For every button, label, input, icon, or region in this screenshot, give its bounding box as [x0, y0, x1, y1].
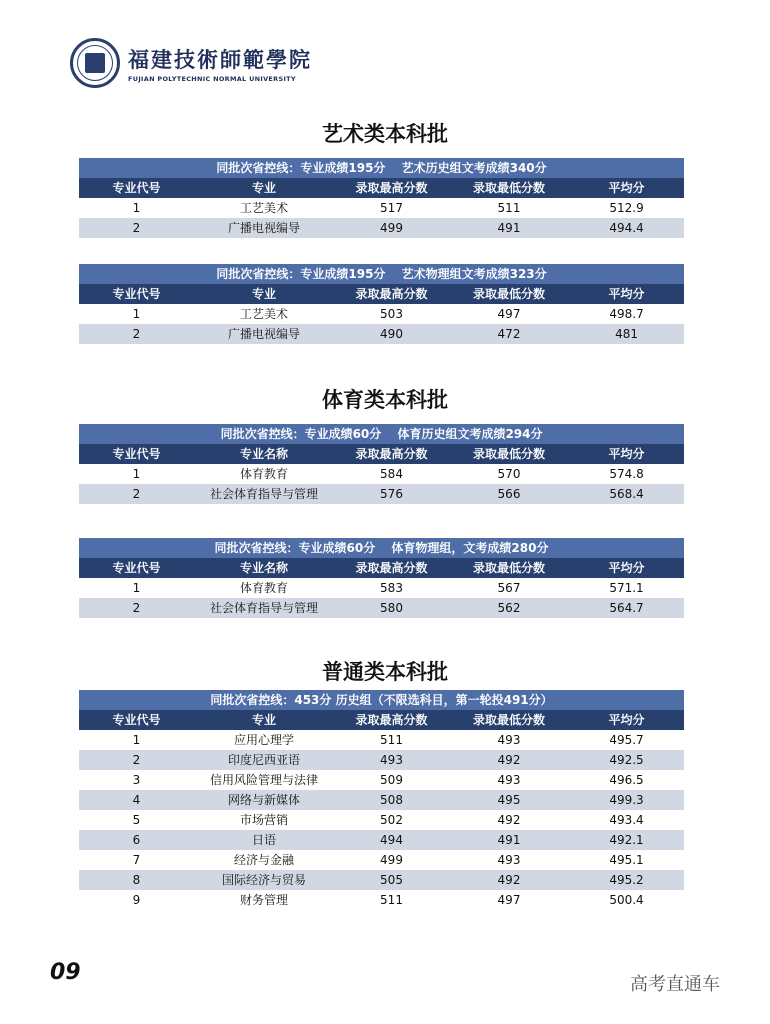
table-cell: 体育教育	[194, 578, 334, 598]
table-cell: 576	[334, 484, 449, 504]
section-title-general: 普通类本科批	[322, 660, 448, 684]
table-cell: 493	[449, 730, 569, 750]
table-cell: 497	[449, 304, 569, 324]
table-cell: 494.4	[569, 218, 684, 238]
table-cell: 5	[79, 810, 194, 830]
table-row	[79, 218, 684, 238]
table-cell: 568.4	[569, 484, 684, 504]
table-cell: 财务管理	[194, 890, 334, 910]
table-cell: 市场营销	[194, 810, 334, 830]
column-header: 录取最高分数	[334, 444, 449, 464]
column-header: 平均分	[569, 284, 684, 304]
table-cell: 508	[334, 790, 449, 810]
table-cell: 490	[334, 324, 449, 344]
table-cell: 国际经济与贸易	[194, 870, 334, 890]
table-cell: 492.1	[569, 830, 684, 850]
table-cell: 512.9	[569, 198, 684, 218]
column-header: 平均分	[569, 710, 684, 730]
table-cell: 499	[334, 850, 449, 870]
table-cell: 6	[79, 830, 194, 850]
table-cell: 1	[79, 578, 194, 598]
column-header: 专业名称	[194, 444, 334, 464]
table-cell: 1	[79, 304, 194, 324]
column-header: 平均分	[569, 558, 684, 578]
table-row	[79, 484, 684, 504]
table-cell: 583	[334, 578, 449, 598]
table-cell: 信用风险管理与法律	[194, 770, 334, 790]
table-cell: 8	[79, 870, 194, 890]
column-header: 专业	[194, 178, 334, 198]
table-cell: 广播电视编导	[194, 218, 334, 238]
table-cell: 应用心理学	[194, 730, 334, 750]
table-cell: 511	[334, 890, 449, 910]
table-cell: 2	[79, 324, 194, 344]
school-name-en: FUJIAN POLYTECHNIC NORMAL UNIVERSITY	[128, 74, 296, 83]
table-cell: 492	[449, 810, 569, 830]
table-cell: 491	[449, 218, 569, 238]
column-header: 录取最低分数	[449, 178, 569, 198]
table-cell: 1	[79, 464, 194, 484]
table-cell: 社会体育指导与管理	[194, 598, 334, 618]
table-cell: 网络与新媒体	[194, 790, 334, 810]
table-cell: 511	[449, 198, 569, 218]
table-cell: 571.1	[569, 578, 684, 598]
table-cell: 2	[79, 218, 194, 238]
column-header: 录取最高分数	[334, 178, 449, 198]
table-row	[79, 830, 684, 850]
table-row	[79, 770, 684, 790]
column-header: 专业代号	[79, 558, 194, 578]
table-cell: 502	[334, 810, 449, 830]
table-cell: 570	[449, 464, 569, 484]
table-cell: 工艺美术	[194, 198, 334, 218]
column-header: 专业名称	[194, 558, 334, 578]
table-cell: 566	[449, 484, 569, 504]
page-number: 09	[50, 960, 81, 985]
column-header: 平均分	[569, 444, 684, 464]
table-banner: 同批次省控线：专业成绩60分 体育历史组文考成绩294分	[79, 424, 684, 444]
table-cell: 3	[79, 770, 194, 790]
table-row	[79, 598, 684, 618]
table-cell: 564.7	[569, 598, 684, 618]
column-header: 录取最低分数	[449, 710, 569, 730]
table-cell: 499.3	[569, 790, 684, 810]
watermark-text: 高考直通车	[630, 974, 720, 995]
table-cell: 495	[449, 790, 569, 810]
table-cell: 562	[449, 598, 569, 618]
table-banner: 同批次省控线：专业成绩195分 艺术物理组文考成绩323分	[79, 264, 684, 284]
table-cell: 499	[334, 218, 449, 238]
school-name-cn: 福建技術師範學院	[128, 46, 312, 72]
score-table-pe-physics	[79, 538, 684, 618]
table-cell: 574.8	[569, 464, 684, 484]
table-cell: 497	[449, 890, 569, 910]
table-cell: 广播电视编导	[194, 324, 334, 344]
table-row	[79, 850, 684, 870]
column-header: 专业	[194, 710, 334, 730]
table-cell: 493	[449, 850, 569, 870]
table-cell: 495.2	[569, 870, 684, 890]
table-banner: 同批次省控线：453分 历史组（不限选科目，第一轮投491分）	[79, 690, 684, 710]
table-cell: 580	[334, 598, 449, 618]
score-table-art-history	[79, 158, 684, 238]
table-cell: 体育教育	[194, 464, 334, 484]
table-cell: 2	[79, 598, 194, 618]
section-title-art: 艺术类本科批	[322, 122, 448, 146]
table-row	[79, 750, 684, 770]
table-cell: 9	[79, 890, 194, 910]
table-cell: 494	[334, 830, 449, 850]
table-cell: 495.1	[569, 850, 684, 870]
table-cell: 496.5	[569, 770, 684, 790]
table-row	[79, 304, 684, 324]
table-row	[79, 464, 684, 484]
table-cell: 7	[79, 850, 194, 870]
table-cell: 511	[334, 730, 449, 750]
table-row	[79, 198, 684, 218]
column-header: 录取最低分数	[449, 444, 569, 464]
column-header: 录取最低分数	[449, 284, 569, 304]
table-row	[79, 578, 684, 598]
column-header: 录取最高分数	[334, 284, 449, 304]
table-cell: 498.7	[569, 304, 684, 324]
table-cell: 491	[449, 830, 569, 850]
table-cell: 472	[449, 324, 569, 344]
table-banner: 同批次省控线：专业成绩195分 艺术历史组文考成绩340分	[79, 158, 684, 178]
table-cell: 日语	[194, 830, 334, 850]
table-row	[79, 730, 684, 750]
table-cell: 503	[334, 304, 449, 324]
table-cell: 481	[569, 324, 684, 344]
table-cell: 1	[79, 730, 194, 750]
table-cell: 493	[334, 750, 449, 770]
table-banner: 同批次省控线：专业成绩60分 体育物理组，文考成绩280分	[79, 538, 684, 558]
column-header: 录取最低分数	[449, 558, 569, 578]
column-header: 专业	[194, 284, 334, 304]
school-seal-icon	[70, 38, 120, 88]
school-logo	[70, 38, 312, 88]
table-cell: 经济与金融	[194, 850, 334, 870]
table-cell: 567	[449, 578, 569, 598]
table-cell: 493.4	[569, 810, 684, 830]
table-row	[79, 890, 684, 910]
column-header: 专业代号	[79, 178, 194, 198]
column-header: 专业代号	[79, 444, 194, 464]
table-cell: 500.4	[569, 890, 684, 910]
table-row	[79, 870, 684, 890]
score-table-art-physics	[79, 264, 684, 344]
section-title-pe: 体育类本科批	[322, 388, 448, 412]
table-cell: 492.5	[569, 750, 684, 770]
table-cell: 492	[449, 870, 569, 890]
table-cell: 2	[79, 750, 194, 770]
column-header: 录取最高分数	[334, 710, 449, 730]
table-cell: 505	[334, 870, 449, 890]
table-cell: 493	[449, 770, 569, 790]
table-cell: 印度尼西亚语	[194, 750, 334, 770]
table-cell: 517	[334, 198, 449, 218]
table-row	[79, 810, 684, 830]
column-header: 平均分	[569, 178, 684, 198]
table-cell: 社会体育指导与管理	[194, 484, 334, 504]
table-cell: 工艺美术	[194, 304, 334, 324]
table-cell: 1	[79, 198, 194, 218]
table-cell: 495.7	[569, 730, 684, 750]
table-cell: 2	[79, 484, 194, 504]
table-cell: 509	[334, 770, 449, 790]
table-row	[79, 324, 684, 344]
column-header: 专业代号	[79, 710, 194, 730]
score-table-general-history	[79, 690, 684, 910]
table-cell: 492	[449, 750, 569, 770]
table-cell: 4	[79, 790, 194, 810]
column-header: 录取最高分数	[334, 558, 449, 578]
table-cell: 584	[334, 464, 449, 484]
table-row	[79, 790, 684, 810]
column-header: 专业代号	[79, 284, 194, 304]
score-table-pe-history	[79, 424, 684, 504]
